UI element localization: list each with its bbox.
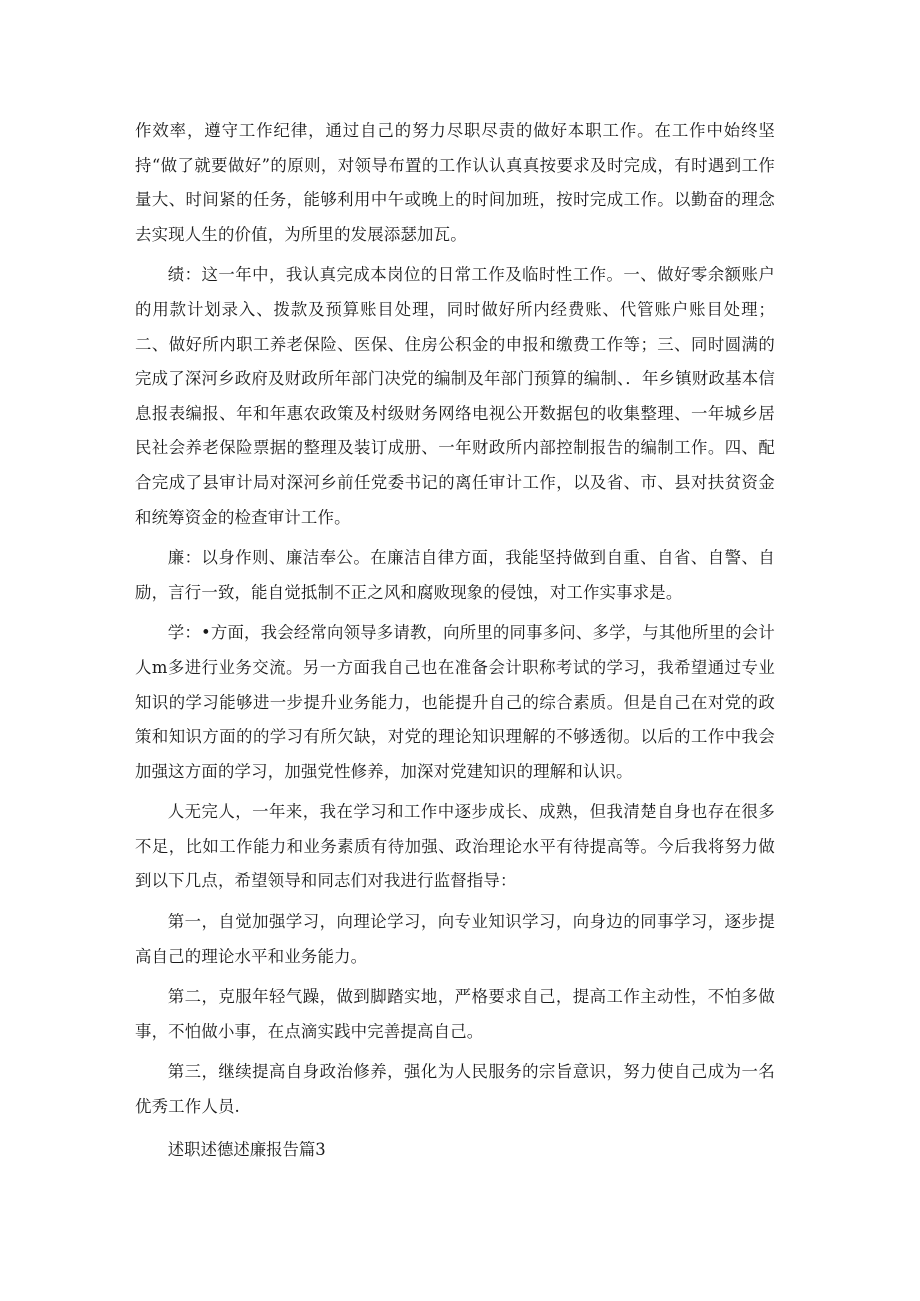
paragraph-performance: 绩：这一年中，我认真完成本岗位的日常工作及临时性工作。一、做好零余额账户的用款计划录入、拨款及预算账目处理，同时做好所内经费账、代管账户账目处理；二、做好所内职工养老保险、医保、住房公积金的申报和缴费工作等；三、同时圆满的完成了深河乡政府及财政所年部门决党的编制及年部门预算的编制、．年乡镇财政基本信息报表编报、年和年惠农政策及村级财务网络电视公开数据包的收集整理、一年城乡居民社会养老保险票据的整理及装订成册、一年财政所内部控制报告的编制工作。四、配合完成了县审计局对深河乡前任党委书记的离任审计工作，以及省、市、县对扶贫资金和统筹资金的检查审计工作。 <box>135 265 775 527</box>
document-body <box>135 114 775 1184</box>
paragraph-point-one: 第一，自觉加强学习，向理论学习，向专业知识学习，向身边的同事学习，逐步提高自己的理论水平和业务能力。 <box>135 912 775 966</box>
paragraph-point-three: 第三，继续提高自身政治修养，强化为人民服务的宗旨意识，努力使自己成为一名优秀工作人员. <box>135 1062 775 1117</box>
paragraph-study: 学：•方面，我会经常向领导多请教，向所里的同事多问、多学，与其他所里的会计人m多进行业务交流。另一方面我自己也在准备会计职称考试的学习，我希望通过专业知识的学习能够进一步提升业务能力，也能提升自己的综合素质。但是自己在对党的政策和知识方面的的学习有所欠缺，对党的理论知识理解的不够透彻。以后的工作中我会加强这方面的学习，加强党性修养，加深对党建知识的理解和认识。 <box>135 623 775 781</box>
paragraph-self-assessment: 人无完人，一年来，我在学习和工作中逐步成长、成熟，但我清楚自身也存在很多不足，比如工作能力和业务素质有待加强、政治理论水平有待提高等。今后我将努力做到以下几点，希望领导和同志们对我进行监督指导： <box>135 802 775 891</box>
section-title: 述职述德述廉报告篇3 <box>167 1139 326 1159</box>
paragraph-integrity: 廉：以身作则、廉洁奉公。在廉洁自律方面，我能坚持做到自重、自省、自警、自励，言行一致，能自觉抵制不正之风和腐败现象的侵蚀，对工作实事求是。 <box>135 548 775 602</box>
paragraph-continuation: 作效率，遵守工作纪律，通过自己的努力尽职尽责的做好本职工作。在工作中始终坚持“做了就要做好”的原则，对领导布置的工作认认真真按要求及时完成，有时遇到工作量大、时间紧的任务，能够利用中午或晚上的时间加班，按时完成工作。以勤奋的理念去实现人生的价值，为所里的发展添瑟加瓦。 <box>135 121 775 244</box>
paragraph-point-two: 第二，克服年轻气躁，做到脚踏实地，严格要求自己，提高工作主动性，不怕多做事，不怕做小事，在点滴实践中完善提高自己。 <box>135 987 775 1041</box>
